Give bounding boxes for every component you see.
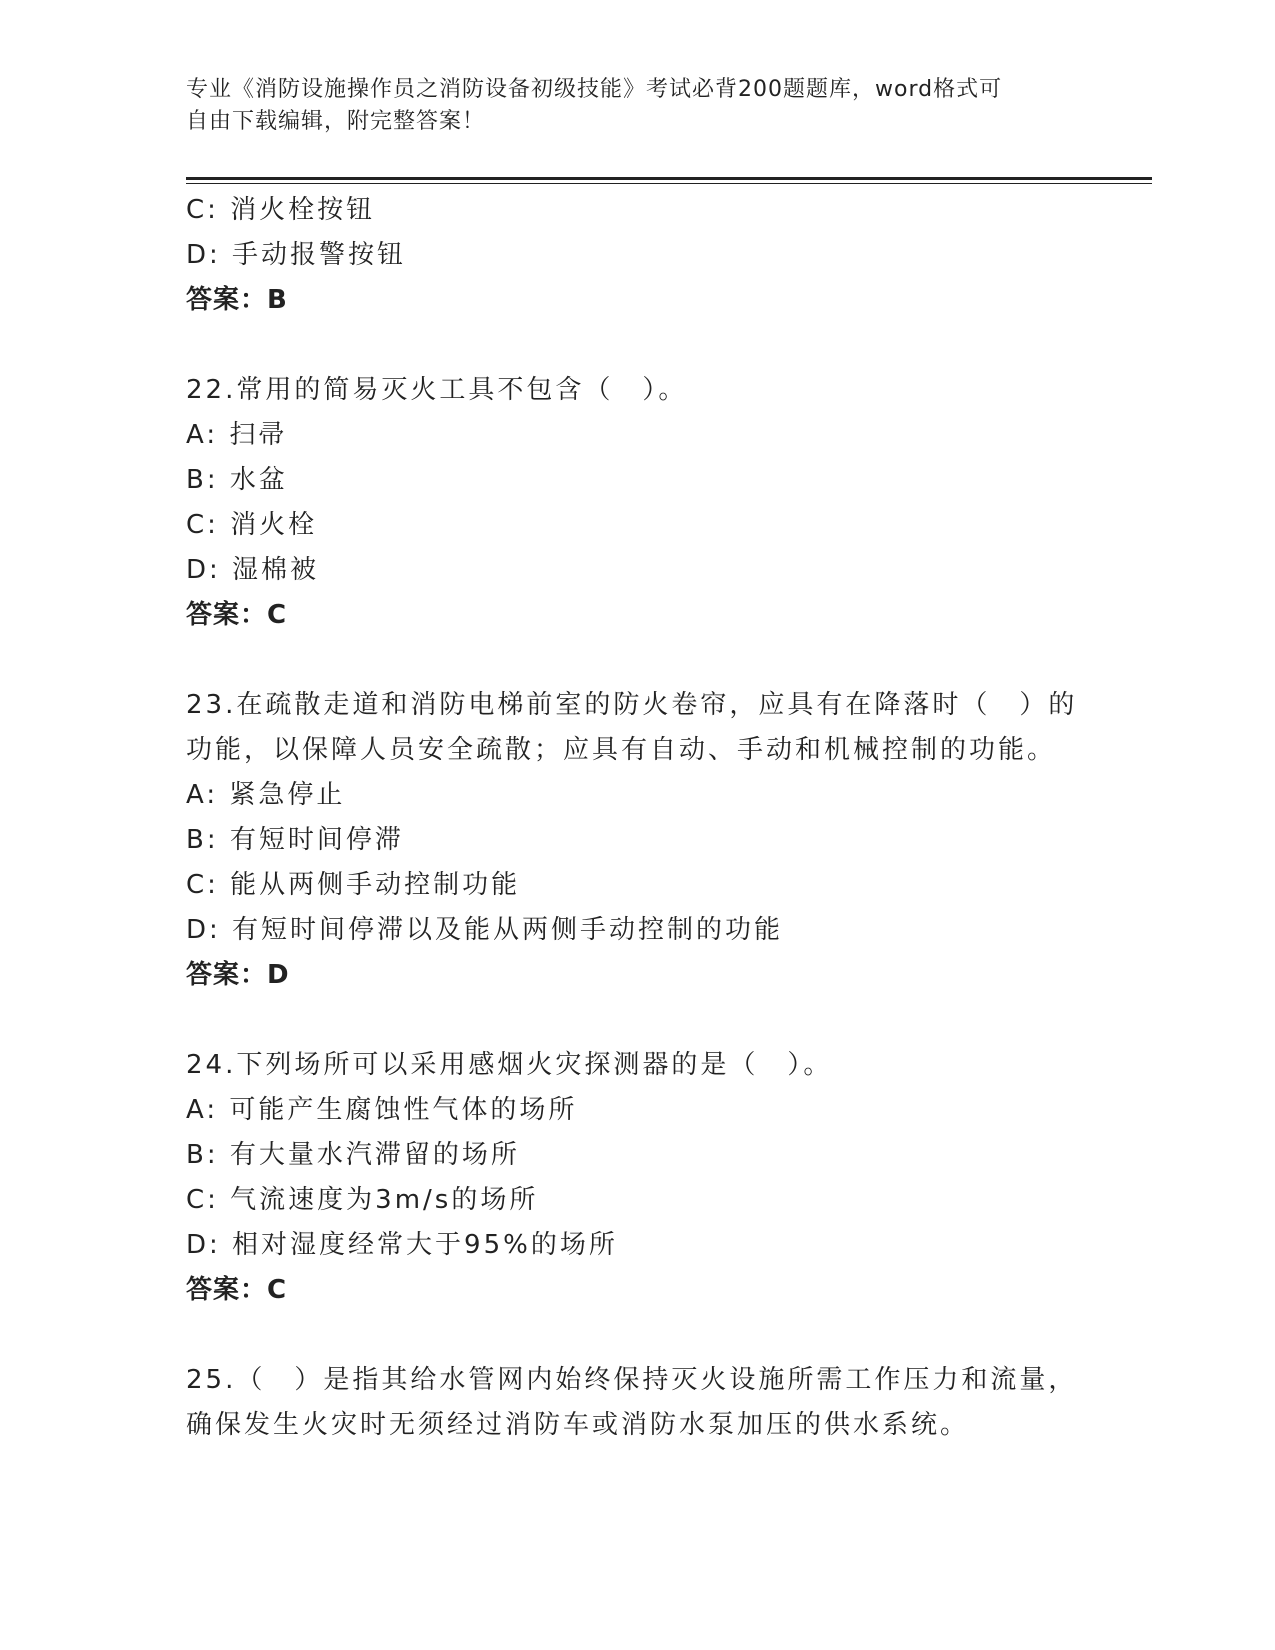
q22-option-b: B: 水盆 <box>186 465 288 495</box>
q24-option-b: B: 有大量水汽滞留的场所 <box>186 1140 520 1170</box>
q24-option-d: D: 相对湿度经常大于95%的场所 <box>186 1230 618 1260</box>
q22-option-d: D: 湿棉被 <box>186 555 320 585</box>
document-header <box>186 74 1086 138</box>
q22-option-a: A: 扫帚 <box>186 420 288 450</box>
q23-stem-line-2: 功能，以保障人员安全疏散；应具有自动、手动和机械控制的功能。 <box>186 735 1057 765</box>
q21-answer: 答案：B <box>186 285 288 315</box>
q21-option-d: D: 手动报警按钮 <box>186 240 407 270</box>
q24-option-c: C: 气流速度为3m/s的场所 <box>186 1185 539 1215</box>
q22-answer: 答案：C <box>186 600 288 630</box>
header-line-2: 自由下载编辑，附完整答案！ <box>186 109 486 134</box>
header-rule-thin <box>186 183 1152 184</box>
q24-option-a: A: 可能产生腐蚀性气体的场所 <box>186 1095 578 1125</box>
q23-option-d: D: 有短时间停滞以及能从两侧手动控制的功能 <box>186 915 784 945</box>
q22-option-c: C: 消火栓 <box>186 510 318 540</box>
q25-stem-line-1: 25.（ ）是指其给水管网内始终保持灭火设施所需工作压力和流量， <box>186 1365 1078 1395</box>
q24-stem: 24.下列场所可以采用感烟火灾探测器的是（ ）。 <box>186 1050 833 1080</box>
header-line-1: 专业《消防设施操作员之消防设备初级技能》考试必背200题题库，word格式可 <box>186 77 1003 102</box>
q23-answer: 答案：D <box>186 960 290 990</box>
q23-option-c: C: 能从两侧手动控制功能 <box>186 870 521 900</box>
q23-option-b: B: 有短时间停滞 <box>186 825 404 855</box>
q24-answer: 答案：C <box>186 1275 288 1305</box>
q22-stem: 22.常用的简易灭火工具不包含（ ）。 <box>186 375 688 405</box>
q23-option-a: A: 紧急停止 <box>186 780 346 810</box>
q25-stem-line-2: 确保发生火灾时无须经过消防车或消防水泵加压的供水系统。 <box>186 1410 970 1440</box>
q23-stem-line-1: 23.在疏散走道和消防电梯前室的防火卷帘，应具有在降落时（ ）的 <box>186 690 1078 720</box>
q21-option-c: C: 消火栓按钮 <box>186 195 376 225</box>
header-rule-thick <box>186 177 1152 180</box>
